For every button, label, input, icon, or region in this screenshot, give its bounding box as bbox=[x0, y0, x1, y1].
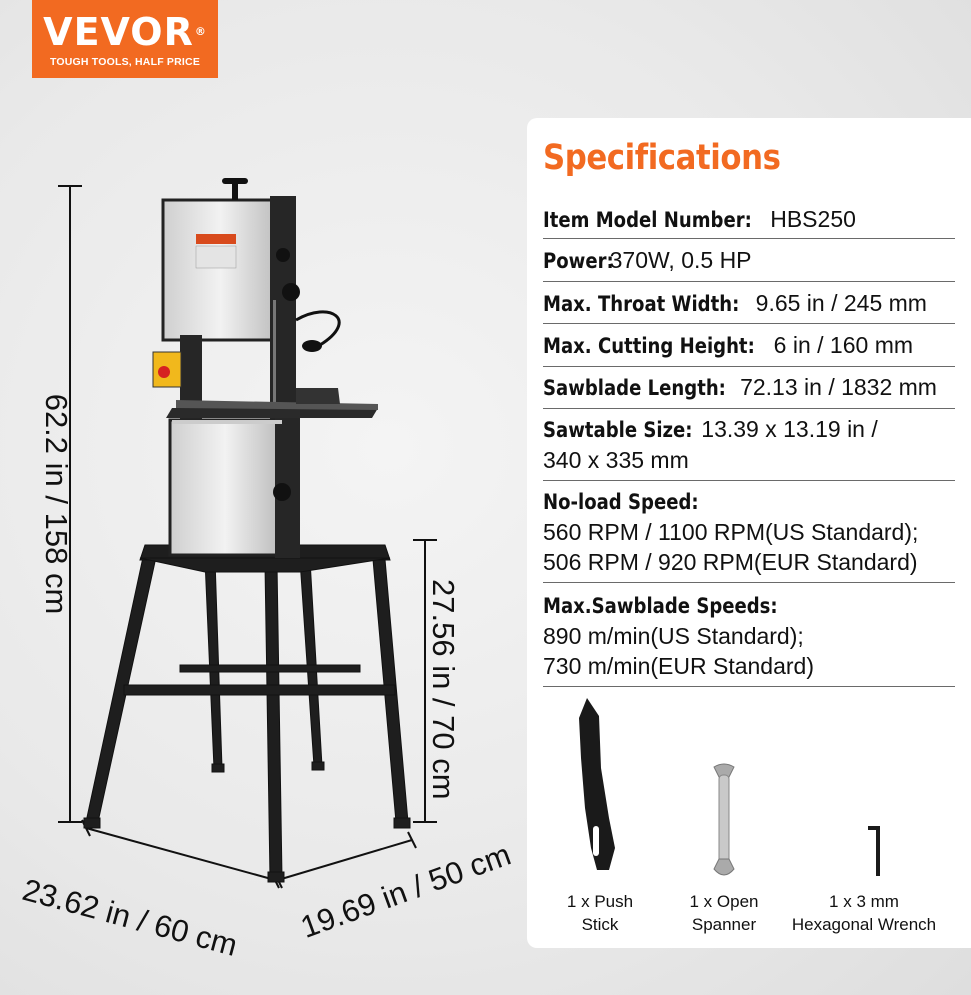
hex-wrench-icon bbox=[864, 824, 884, 878]
accessory-open-spanner: 1 x Open Spanner bbox=[689, 892, 759, 934]
spec-row-model: Item Model Number: HBS250 bbox=[543, 204, 955, 239]
logo-tagline: TOUGH TOOLS, HALF PRICE bbox=[49, 56, 201, 68]
spec-row-cutting-height: Max. Cutting Height: 6 in / 160 mm bbox=[543, 330, 955, 367]
width-label: 23.62 in / 60 cm bbox=[18, 872, 242, 963]
specifications-card bbox=[527, 118, 971, 948]
spec-row-throat-width: Max. Throat Width: 9.65 in / 245 mm bbox=[543, 288, 955, 324]
specifications-title: Specifications bbox=[543, 138, 781, 178]
saw-body bbox=[153, 178, 378, 558]
stand bbox=[84, 545, 410, 882]
spanner-icon bbox=[709, 763, 739, 878]
push-stick-icon bbox=[575, 698, 621, 878]
spec-row-power: Power: 370W, 0.5 HP bbox=[543, 245, 955, 282]
accessory-hex-wrench: 1 x 3 mm Hexagonal Wrench bbox=[791, 892, 937, 934]
logo-brand: VEVOR® bbox=[43, 10, 207, 54]
width-dimension-line bbox=[82, 820, 279, 888]
spec-row-sawblade-speeds: Max.Sawblade Speeds: 890 m/min(US Standard); 730 m/min(EUR Standard) bbox=[543, 590, 955, 687]
depth-label: 19.69 in / 50 cm bbox=[296, 836, 516, 945]
accessory-push-stick: 1 x Push Stick bbox=[566, 892, 634, 934]
spec-row-noload-speed: No-load Speed: 560 RPM / 1100 RPM(US Standard); 506 RPM / 920 RPM(EUR Standard) bbox=[543, 486, 955, 583]
stand-height-label: 27.56 in / 70 cm bbox=[426, 579, 461, 800]
spec-row-sawblade-length: Sawblade Length: 72.13 in / 1832 mm bbox=[543, 372, 955, 409]
total-height-label: 62.2 in / 158 cm bbox=[39, 393, 74, 615]
spec-row-sawtable-size: Sawtable Size: 13.39 x 13.19 in / 340 x 335 mm bbox=[543, 414, 955, 481]
